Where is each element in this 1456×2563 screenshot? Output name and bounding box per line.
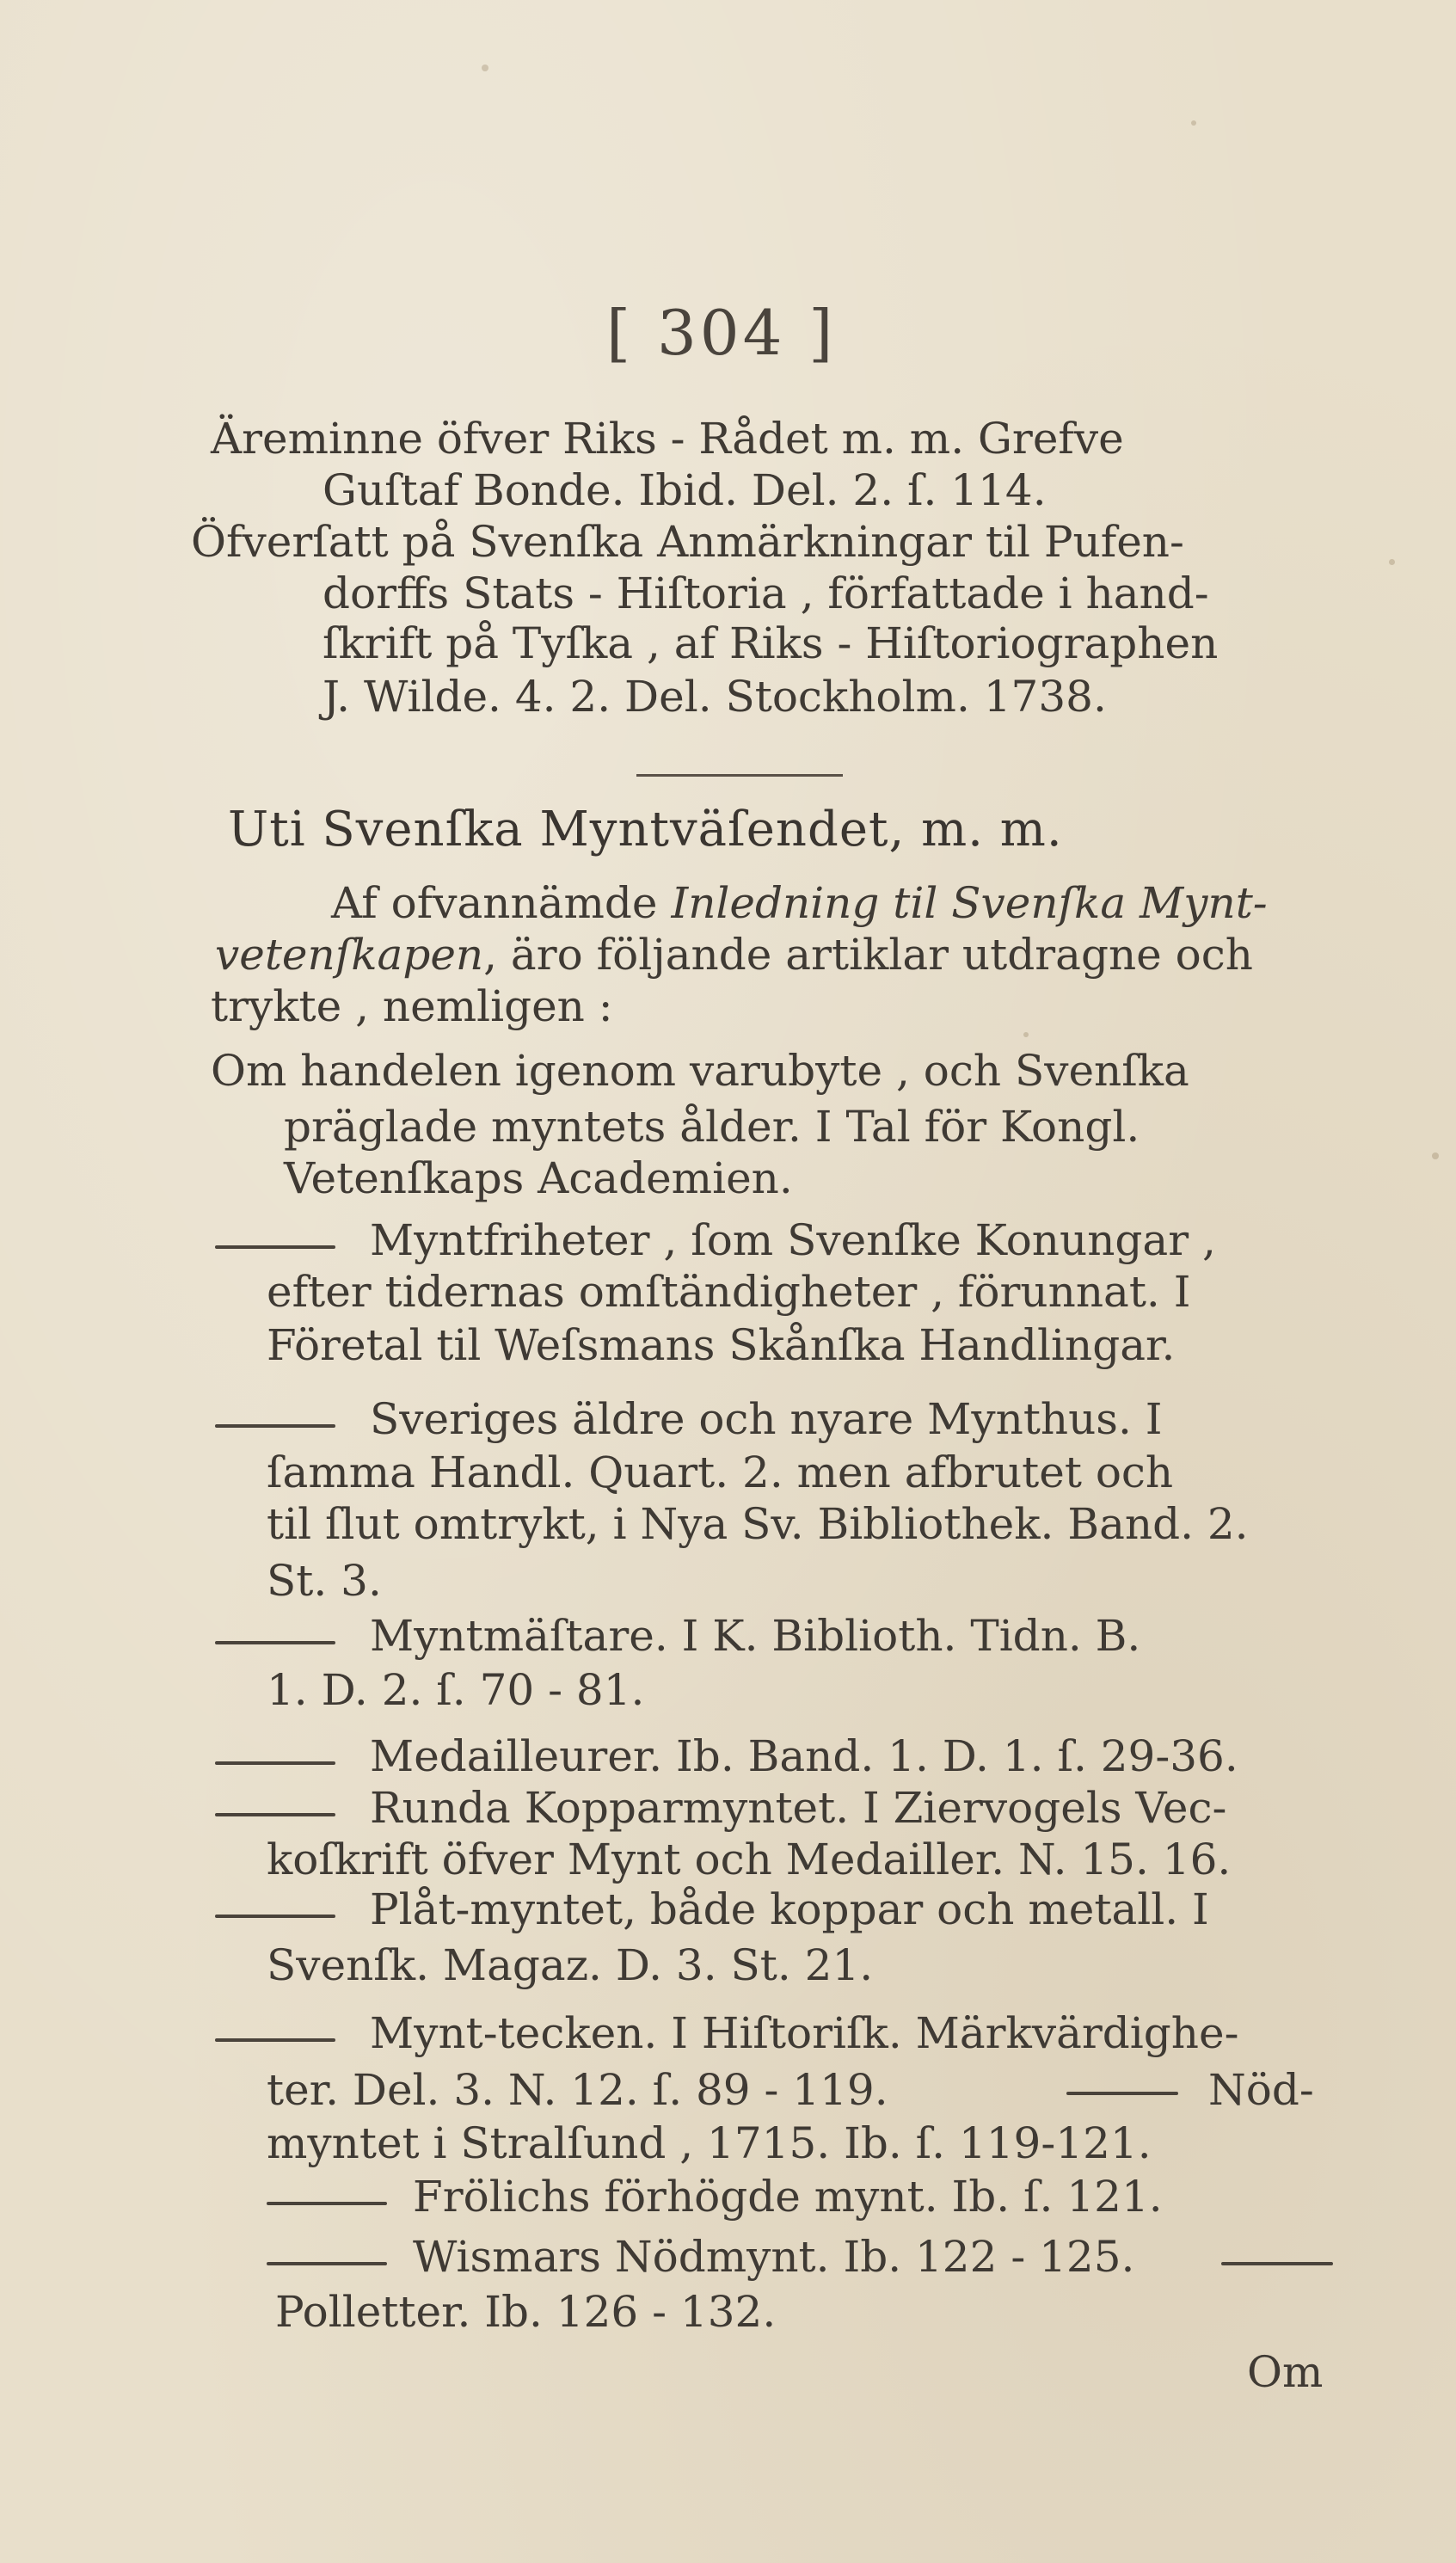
ditto-dash: [1066, 2092, 1178, 2095]
ditto-dash: [215, 1245, 335, 1249]
text-span: , äro följande artiklar utdragne och: [483, 930, 1253, 980]
text-line: myntet i Stralſund , 1715. Ib. ſ. 119-121.: [267, 2118, 1152, 2168]
text-line: St. 3.: [267, 1556, 382, 1606]
text-line: Medailleurer. Ib. Band. 1. D. 1. ſ. 29-36.: [370, 1731, 1238, 1781]
text-line: [215, 929, 1253, 980]
paper-spot: [1389, 559, 1395, 565]
book-title-continued: vetenſkapen: [215, 930, 484, 980]
text-line: til ſlut omtrykt, i Nya Sv. Bibliothek. Band. 2.: [267, 1499, 1249, 1549]
text-line: ſkrift på Tyſka , af Riks - Hiſtoriographen: [323, 618, 1219, 668]
section-heading: Uti Svenſka Myntväſendet, m. m.: [228, 802, 1063, 857]
ditto-dash: [215, 1813, 335, 1816]
text-line: Vetenſkaps Academien.: [284, 1153, 793, 1203]
text-line: Äreminne öfver Riks - Rådet m. m. Grefve: [211, 414, 1124, 464]
text-span: Af ofvannämde: [331, 878, 658, 928]
text-line: ſamma Handl. Quart. 2. men afbrutet och: [267, 1447, 1174, 1497]
ditto-dash: [215, 1915, 335, 1918]
page-number: [ 304 ]: [606, 297, 837, 369]
ditto-dash: [215, 1761, 335, 1765]
paper-spot: [1191, 120, 1196, 126]
text-line: ter. Del. 3. N. 12. ſ. 89 - 119.: [267, 2065, 888, 2115]
paper-spot: [1023, 1032, 1029, 1037]
text-line: [331, 877, 1268, 929]
text-line: Mynt-tecken. I Hiſtoriſk. Märkvärdighe-: [370, 2008, 1239, 2058]
text-line: Myntmäſtare. I K. Biblioth. Tidn. B.: [370, 1611, 1141, 1661]
ditto-dash: [215, 2038, 335, 2042]
text-line: Svenſk. Magaz. D. 3. St. 21.: [267, 1940, 874, 1990]
text-line: Runda Kopparmyntet. I Ziervogels Vec-: [370, 1783, 1227, 1833]
ditto-dash: [1221, 2262, 1333, 2265]
text-line: koſkrift öfver Mynt och Medailler. N. 15. 16.: [267, 1835, 1232, 1884]
paper-spot: [1432, 1152, 1439, 1159]
text-line: Polletter. Ib. 126 - 132.: [275, 2287, 777, 2337]
text-line: J. Wilde. 4. 2. Del. Stockholm. 1738.: [323, 672, 1107, 722]
text-line: efter tidernas omſtändigheter , förunnat. I: [267, 1267, 1191, 1317]
text-line: präglade myntets ålder. I Tal för Kongl.: [284, 1102, 1140, 1152]
catchword: Om: [1247, 2347, 1324, 2397]
paper-spot: [482, 65, 488, 71]
text-line: Guſtaf Bonde. Ibid. Del. 2. ſ. 114.: [323, 465, 1047, 515]
text-line: Nöd-: [1208, 2065, 1314, 2115]
ditto-dash: [267, 2202, 387, 2205]
text-line: trykte , nemligen :: [211, 981, 613, 1031]
section-divider: [636, 774, 843, 777]
text-line: 1. D. 2. ſ. 70 - 81.: [267, 1665, 645, 1715]
ditto-dash: [215, 1641, 335, 1644]
book-title: Inledning til Svenſka Mynt-: [671, 878, 1268, 928]
text-line: Företal til Weſsmans Skånſka Handlingar.: [267, 1320, 1176, 1370]
text-line: Myntfriheter , ſom Svenſke Konungar ,: [370, 1215, 1216, 1265]
text-line: Öfverſatt på Svenſka Anmärkningar til Pufen-: [191, 517, 1184, 567]
text-line: Wismars Nödmynt. Ib. 122 - 125.: [413, 2232, 1135, 2282]
ditto-dash: [267, 2262, 387, 2265]
text-line: Frölichs förhögde mynt. Ib. ſ. 121.: [413, 2172, 1163, 2222]
text-line: dorffs Stats - Hiſtoria , författade i hand-: [323, 569, 1209, 618]
text-line: Plåt-myntet, både koppar och metall. I: [370, 1884, 1209, 1934]
text-line: Sveriges äldre och nyare Mynthus. I: [370, 1394, 1163, 1444]
ditto-dash: [215, 1424, 335, 1428]
text-line: Om handelen igenom varubyte , och Svenſka: [211, 1046, 1189, 1096]
